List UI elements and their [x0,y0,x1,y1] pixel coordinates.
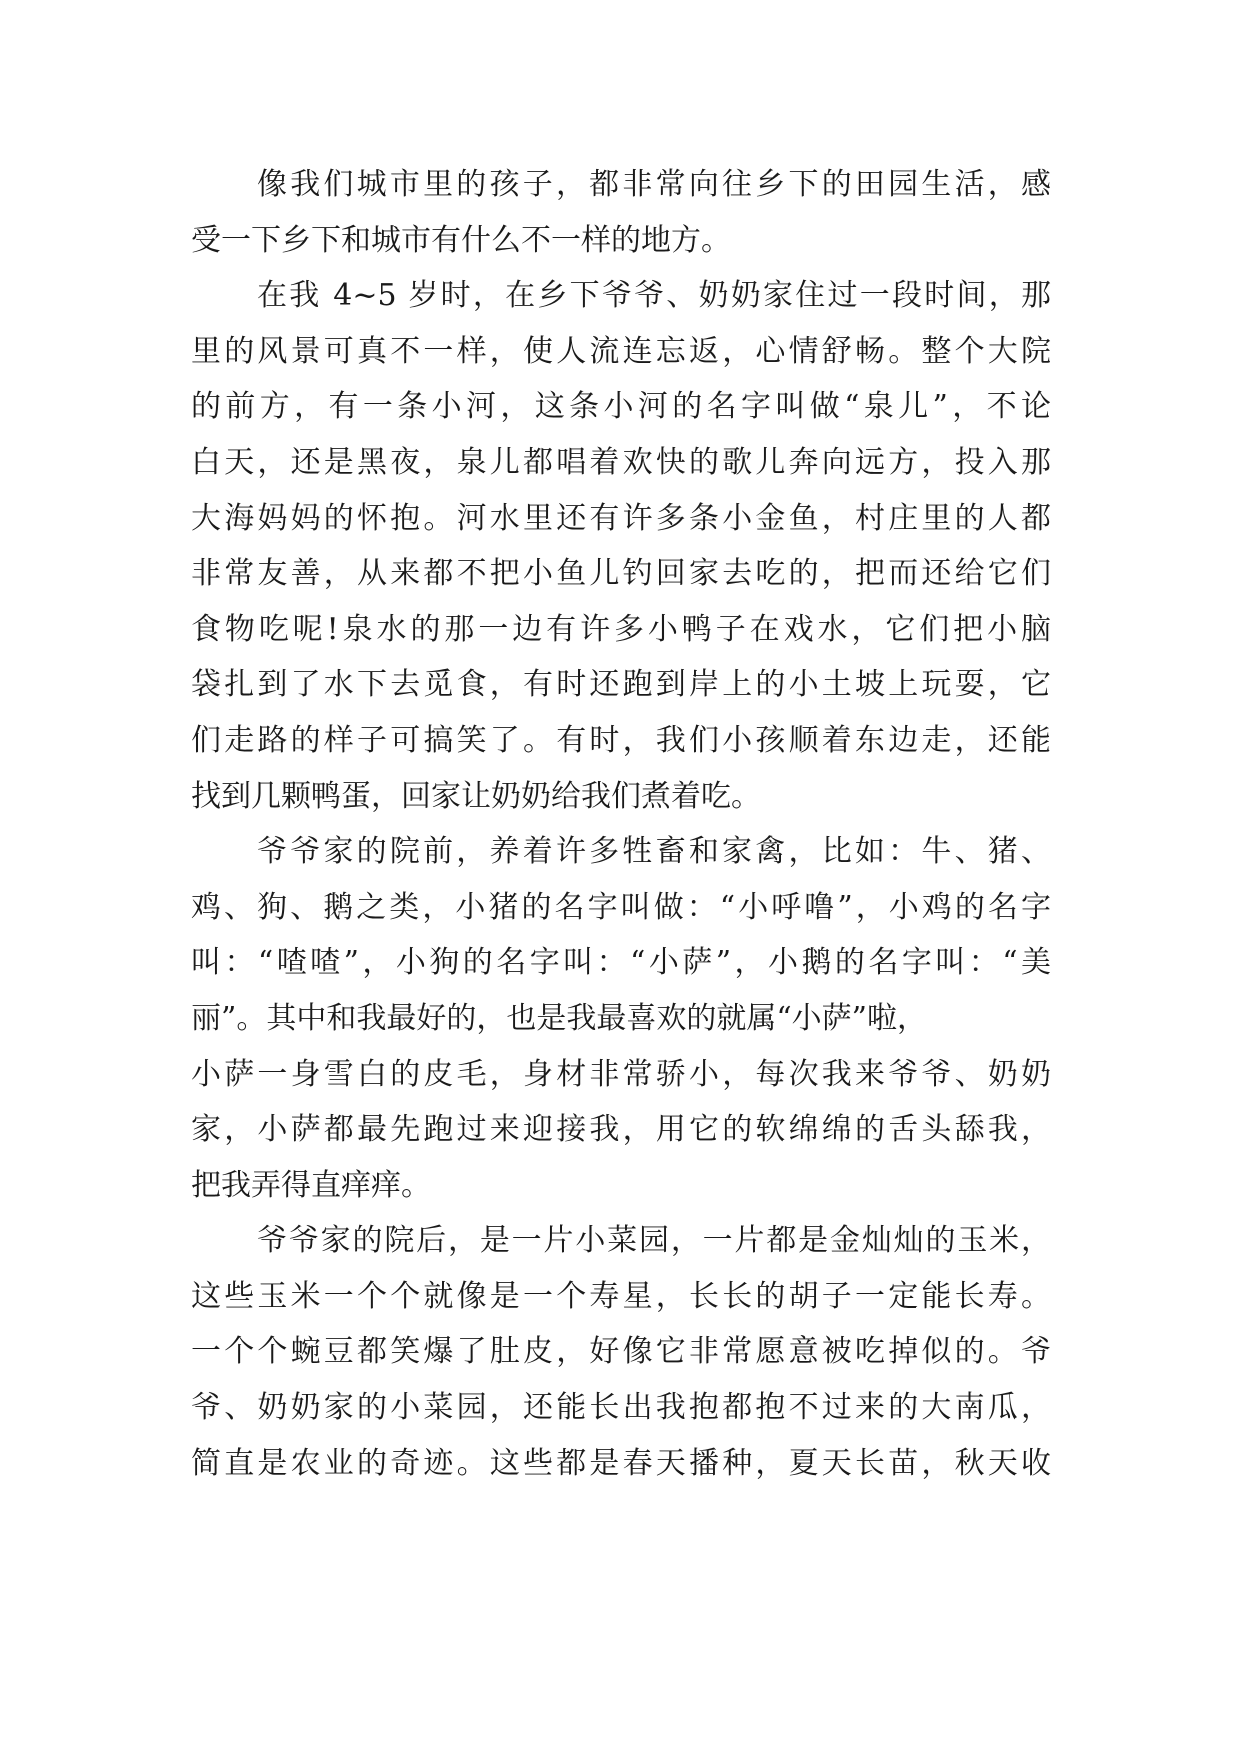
text-line: 袋扎到了水下去觅食，有时还跑到岸上的小土坡上玩耍，它 [191,667,1051,703]
text-line: 简直是农业的奇迹。这些都是春天播种，夏天长苗，秋天收 [191,1445,1051,1481]
text-line: 大海妈妈的怀抱。河水里还有许多条小金鱼，村庄里的人都 [191,500,1051,536]
paragraph-4 [191,1213,1051,1491]
text-line: 们走路的样子可搞笑了。有时，我们小孩顺着东边走，还能 [191,722,1051,758]
paragraph-2 [191,268,1051,824]
text-line: 找到几颗鸭蛋，回家让奶奶给我们煮着吃。 [191,778,761,814]
text-line: 爷爷家的院后，是一片小菜园，一片都是金灿灿的玉米， [257,1223,1051,1259]
text-line: 一个个蜿豆都笑爆了肚皮，好像它非常愿意被吃掉似的。爷 [191,1334,1051,1370]
essay-text [191,157,1051,1491]
text-line: 里的风景可真不一样，使人流连忘返，心情舒畅。整个大院 [191,333,1051,369]
text-line: 食物吃呢!泉水的那一边有许多小鸭子在戏水，它们把小脑 [191,611,1051,647]
text-line: 小萨一身雪白的皮毛，身材非常骄小，每次我来爷爷、奶奶 [191,1056,1051,1092]
text-line: 白天，还是黑夜，泉儿都唱着欢快的歌儿奔向远方，投入那 [191,444,1051,480]
text-line: 在我 4~5 岁时，在乡下爷爷、奶奶家住过一段时间，那 [257,278,1051,314]
text-line: 爷爷家的院前，养着许多牲畜和家禽，比如：牛、猪、 [257,834,1051,870]
text-line: 非常友善，从来都不把小鱼儿钓回家去吃的，把而还给它们 [191,556,1051,592]
text-line: 鸡、狗、鹅之类，小猪的名字叫做：“小呼噜”，小鸡的名字 [191,889,1051,925]
text-line: 把我弄得直痒痒。 [191,1167,431,1203]
text-line: 的前方，有一条小河，这条小河的名字叫做“泉儿”，不论 [191,389,1051,425]
text-line: 丽”。其中和我最好的，也是我最喜欢的就属“小萨”啦， [191,1000,928,1036]
text-line: 像我们城市里的孩子，都非常向往乡下的田园生活，感 [257,167,1051,202]
text-line: 爷、奶奶家的小菜园，还能长出我抱都抱不过来的大南瓜， [191,1390,1051,1426]
text-line: 受一下乡下和城市有什么不一样的地方。 [191,222,731,258]
paragraph-3 [191,824,1051,1213]
text-line: 家，小萨都最先跑过来迎接我，用它的软绵绵的舌头舔我， [191,1112,1051,1148]
text-line: 叫：“喳喳”，小狗的名字叫：“小萨”，小鹅的名字叫：“美 [191,945,1051,981]
text-line: 这些玉米一个个就像是一个寿星，长长的胡子一定能长寿。 [191,1278,1051,1314]
paragraph-1 [191,157,1051,268]
